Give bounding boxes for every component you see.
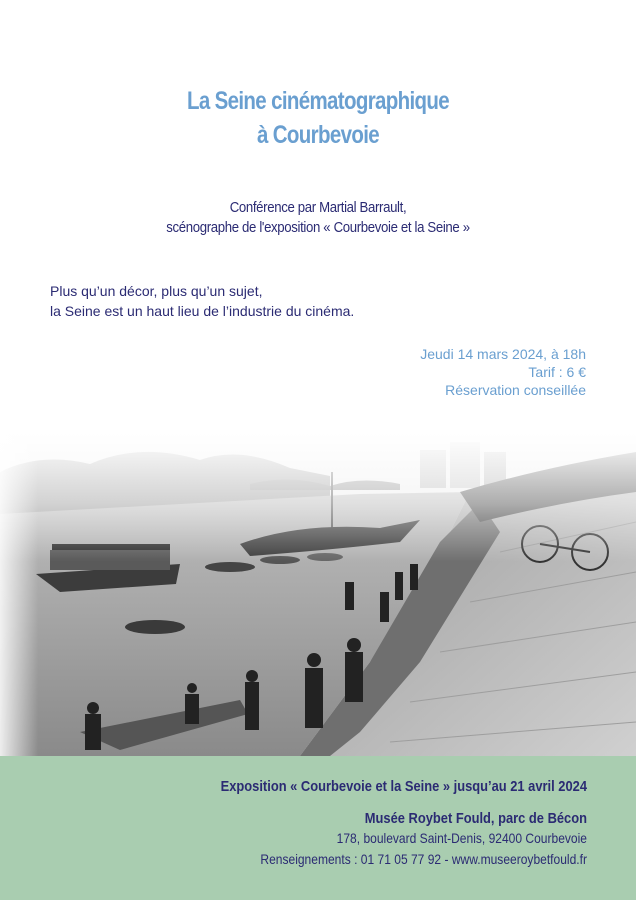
page-title xyxy=(57,84,579,152)
event-date: Jeudi 14 mars 2024, à 18h xyxy=(420,346,586,362)
intro-text xyxy=(50,281,354,321)
conference-line-1: Conférence par Martial Barrault, xyxy=(229,199,407,216)
event-info xyxy=(420,345,586,399)
event-reservation: Réservation conseillée xyxy=(445,382,586,398)
event-price: Tarif : 6 € xyxy=(528,364,586,380)
exhibition-line: Exposition « Courbevoie et la Seine » jusqu’au 21 avril 2024 xyxy=(220,778,587,795)
conference-credit xyxy=(38,198,598,238)
footer-band xyxy=(0,756,636,900)
footer-info xyxy=(221,776,587,870)
intro-line-2: la Seine est un haut lieu de l’industrie du cinéma. xyxy=(50,303,355,319)
title-line-1: La Seine cinématographique xyxy=(186,87,450,115)
historic-seine-photo xyxy=(0,432,636,756)
intro-line-1: Plus qu’un décor, plus qu’un sujet, xyxy=(50,283,263,299)
museum-name: Musée Roybet Fould, parc de Bécon xyxy=(364,810,587,827)
museum-address: 178, boulevard Saint-Denis, 92400 Courbevoie xyxy=(336,830,587,846)
conference-line-2: scénographe de l'exposition « Courbevoie et la Seine » xyxy=(166,219,470,236)
contact-info: Renseignements : 01 71 05 77 92 - www.museeroybetfould.fr xyxy=(260,851,587,867)
title-line-2: à Courbevoie xyxy=(256,121,380,149)
